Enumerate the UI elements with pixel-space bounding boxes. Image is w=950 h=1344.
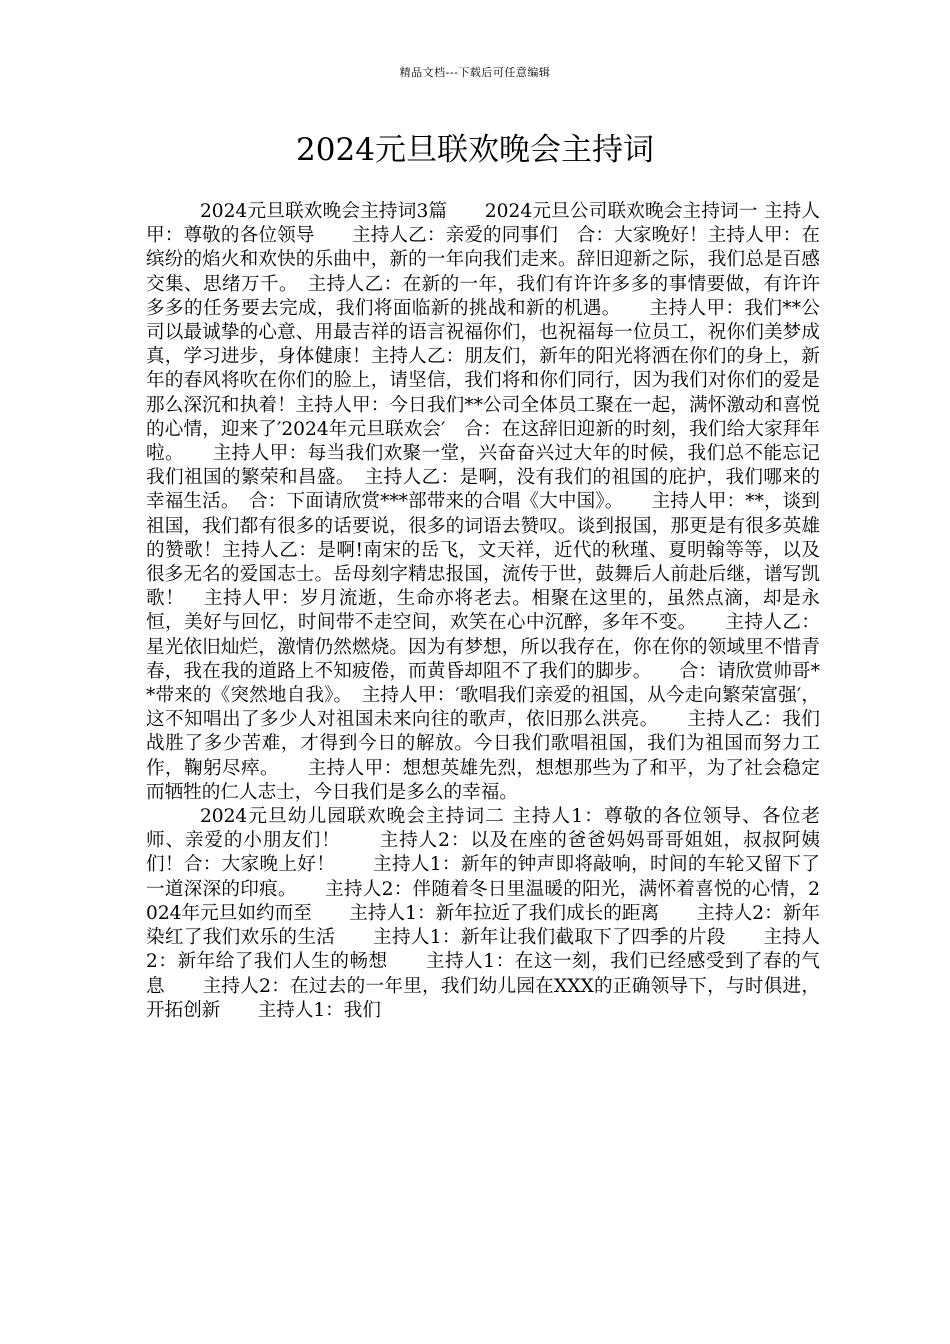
paragraph-2: 2024元旦幼儿园联欢晚会主持词二 主持人1：尊敬的各位领导、各位老师、亲爱的小朋友们！ 主持人2：以及在座的爸爸妈妈哥哥姐姐，叔叔阿姨们！合：大家晚上好！ 主持人1：新年的钟声即将敲响，时间的车轮又留下了一道深深的印痕。 主持人2：伴随着冬日里温暖的阳光，满怀着喜悦的心情，2024年元旦如约而至 主持人1：新年拉近了我们成长的距离 主持人2：新年染红了我们欢乐的生活 主持人1：新年让我们截取下了四季的片段 主持人2：新年给了我们人生的畅想 主持人1：在这一刻，我们已经感受到了春的气息 主持人2：在过去的一年里，我们幼儿园在XXX的正确领导下，与时俱进，开拓创新 主持人1：我们 xyxy=(146,806,820,1021)
document-body xyxy=(146,200,820,1023)
paragraph-1: 2024元旦联欢晚会主持词3篇 2024元旦公司联欢晚会主持词一 主持人甲：尊敬的各位领导 主持人乙：亲爱的同事们 合：大家晚好！主持人甲：在缤纷的焰火和欢快的乐曲中，新的一年向我们走来。辞旧迎新之际，我们总是百感交集、思绪万千。 主持人乙：在新的一年，我们有许许多多的事情要做，有许许多多的任务要去完成，我们将面临新的挑战和新的机遇。 主持人甲：我们**公司以最诚挚的心意、用最吉祥的语言祝福你们，也祝福每一位员工，祝你们美梦成真，学习进步，身体健康！主持人乙：朋友们，新年的阳光将洒在你们的身上，新年的春风将吹在你们的脸上，请坚信，我们将和你们同行，因为我们对你们的爱是那么深沉和执着！主持人甲：今日我们**公司全体员工聚在一起，满怀激动和喜悦的心情，迎来了′2024年元旦联欢会′ 合：在这辞旧迎新的时刻，我们给大家拜年啦。 主持人甲：每当我们欢聚一堂，兴奋奋兴过大年的时候，我们总不能忘记我们祖国的繁荣和昌盛。 主持人乙：是啊，没有我们的祖国的庇护，我们哪来的幸福生活。 合：下面请欣赏***部带来的合唱《大中国》。 主持人甲：**，谈到祖国，我们都有很多的话要说，很多的词语去赞叹。谈到报国，那更是有很多英雄的赞歌！主持人乙：是啊!南宋的岳飞，文天祥，近代的秋瑾、夏明翰等等，以及很多无名的爱国志士。岳母刻字精忠报国，流传于世，鼓舞后人前赴后继，谱写凯歌！ 主持人甲：岁月流逝，生命亦将老去。相聚在这里的，虽然点滴，却是永恒，美好与回忆，时间带不走空间，欢笑在心中沉醉，多年不变。 主持人乙：星光依旧灿烂，激情仍然燃烧。因为有梦想，所以我存在，你在你的领域里不惜青春，我在我的道路上不知疲倦，而黄昏却阻不了我们的脚步。 合：请欣赏帅哥**带来的《突然地自我》。 主持人甲：′歌唱我们亲爱的祖国，从今走向繁荣富强′，这不知唱出了多少人对祖国未来向往的歌声，依旧那么洪亮。 主持人乙：我们战胜了多少苦难，才得到今日的解放。今日我们歌唱祖国，我们为祖国而努力工作，鞠躬尽瘁。 主持人甲：想想英雄先烈，想想那些为了和平，为了社会稳定而牺牲的仁人志士，今日我们是多么的幸福。 xyxy=(146,201,820,803)
document-title: 2024元旦联欢晚会主持词 xyxy=(296,132,654,168)
page-header: 精品文档---下载后可任意编辑 xyxy=(399,66,551,79)
